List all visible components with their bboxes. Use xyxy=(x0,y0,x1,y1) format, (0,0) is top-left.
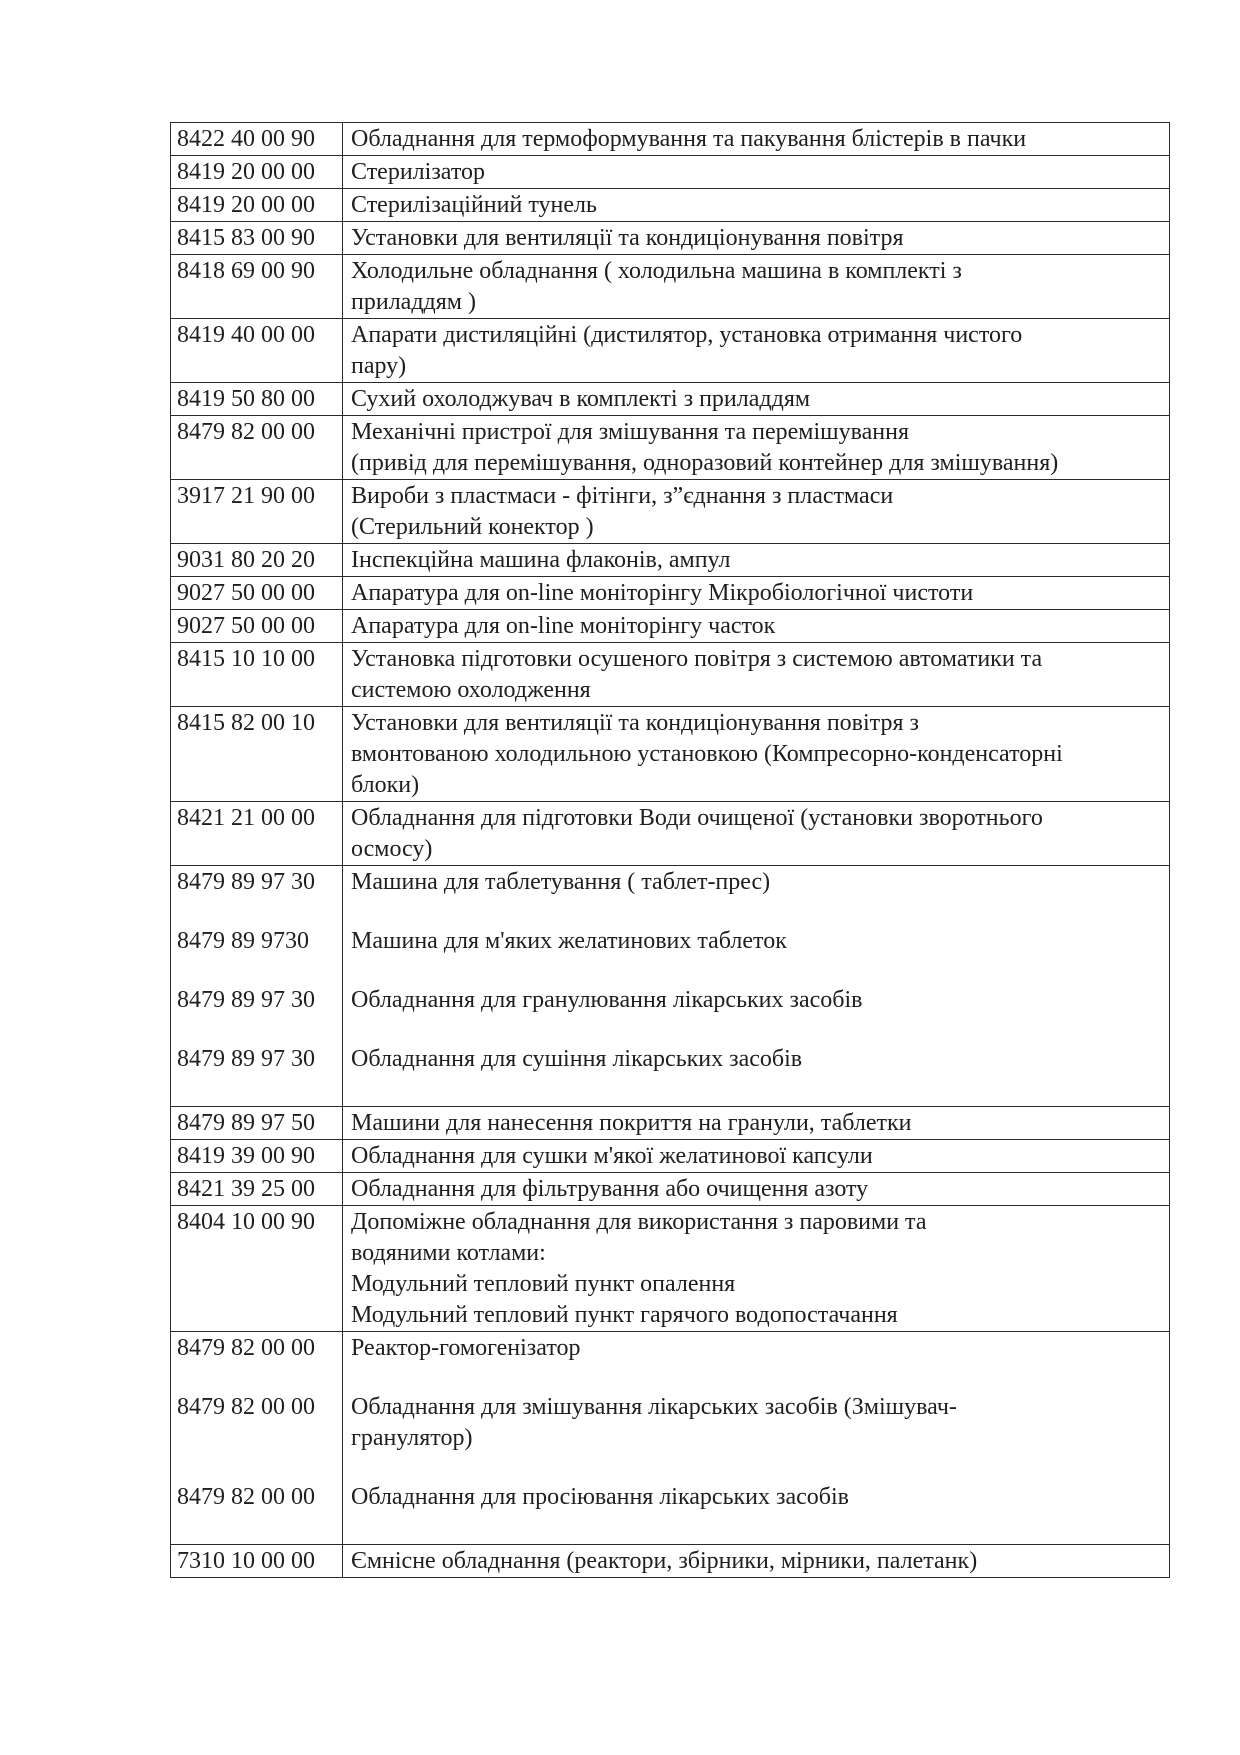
item-description: Обладнання для підготовки Води очищеної (установки зворотнього xyxy=(351,805,1043,831)
item-description: Допоміжне обладнання для використання з паровими та xyxy=(351,1209,927,1235)
description-cell xyxy=(343,1206,1170,1332)
code-cell xyxy=(171,255,343,319)
item-description: блоки) xyxy=(351,772,420,798)
hs-code: 8479 82 00 00 xyxy=(177,419,315,445)
hs-code: 8415 82 00 10 xyxy=(177,710,315,736)
item-description: (привід для перемішування, одноразовий контейнер для змішування) xyxy=(351,450,1059,476)
table-row xyxy=(171,319,1170,383)
code-cell xyxy=(171,1140,343,1173)
description-cell xyxy=(343,156,1170,189)
code-cell xyxy=(171,1173,343,1206)
hs-code: 8479 89 9730 xyxy=(177,928,309,954)
hs-code: 8479 82 00 00 xyxy=(177,1335,315,1361)
item-description: Обладнання для сушіння лікарських засобів xyxy=(351,1046,803,1072)
spacer xyxy=(177,1423,334,1454)
item-description: Інспекційна машина флаконів, ампул xyxy=(351,547,731,573)
table-row xyxy=(171,1206,1170,1332)
item-description: Обладнання для фільтрування або очищення азоту xyxy=(351,1176,869,1202)
table-row xyxy=(171,255,1170,319)
hs-code: 8404 10 00 90 xyxy=(177,1209,315,1235)
table-row xyxy=(171,1173,1170,1206)
item-description: Стерилізаційний тунель xyxy=(351,192,597,218)
code-cell xyxy=(171,416,343,480)
description-cell xyxy=(343,319,1170,383)
description-cell xyxy=(343,1332,1170,1545)
item-description: гранулятор) xyxy=(351,1425,473,1451)
table-body xyxy=(171,123,1170,1578)
code-cell xyxy=(171,707,343,802)
table-row xyxy=(171,189,1170,222)
hs-code: 8479 82 00 00 xyxy=(177,1484,315,1510)
item-description: Стерилізатор xyxy=(351,159,486,185)
table-row xyxy=(171,480,1170,544)
hs-code: 9027 50 00 00 xyxy=(177,580,315,606)
item-description: системою охолодження xyxy=(351,677,591,703)
item-description: водяними котлами: xyxy=(351,1240,546,1266)
hs-code: 8421 39 25 00 xyxy=(177,1176,315,1202)
description-cell xyxy=(343,189,1170,222)
description-cell xyxy=(343,123,1170,156)
code-cell xyxy=(171,643,343,707)
hs-code: 7310 10 00 00 xyxy=(177,1548,315,1574)
item-description: осмосу) xyxy=(351,836,433,862)
description-cell xyxy=(343,255,1170,319)
description-cell xyxy=(343,866,1170,1107)
item-description: Обладнання для термоформування та пакування блістерів в пачки xyxy=(351,126,1027,152)
table-row xyxy=(171,577,1170,610)
table-row xyxy=(171,1107,1170,1140)
hs-code: 9027 50 00 00 xyxy=(177,613,315,639)
spacer xyxy=(351,1075,1161,1106)
code-cell xyxy=(171,610,343,643)
table-row xyxy=(171,802,1170,866)
code-cell xyxy=(171,577,343,610)
hs-code: 8419 39 00 90 xyxy=(177,1143,315,1169)
hs-code: 8479 89 97 50 xyxy=(177,1110,315,1136)
table-row xyxy=(171,123,1170,156)
hs-code: 9031 80 20 20 xyxy=(177,547,315,573)
table-row xyxy=(171,1140,1170,1173)
item-description: Установка підготовки осушеного повітря з системою автоматики та xyxy=(351,646,1043,672)
item-description: Установки для вентиляції та кондиціонування повітря з xyxy=(351,710,919,736)
hs-code: 8479 89 97 30 xyxy=(177,1046,315,1072)
item-description: Сухий охолоджувач в комплекті з приладдям xyxy=(351,386,811,412)
description-cell xyxy=(343,610,1170,643)
description-cell xyxy=(343,577,1170,610)
item-description: (Стерильний конектор ) xyxy=(351,514,594,540)
item-description: Холодильне обладнання ( холодильна машина в комплекті з xyxy=(351,258,962,284)
description-cell xyxy=(343,1140,1170,1173)
code-cell xyxy=(171,480,343,544)
description-cell xyxy=(343,802,1170,866)
table-row xyxy=(171,156,1170,189)
item-description: Апаратура для on-line моніторінгу Мікробіологічної чистоти xyxy=(351,580,974,606)
description-cell xyxy=(343,480,1170,544)
table-row xyxy=(171,610,1170,643)
item-description: Модульний тепловий пункт опалення xyxy=(351,1271,736,1297)
item-description: Обладнання для сушки м'якої желатинової капсули xyxy=(351,1143,873,1169)
code-cell xyxy=(171,866,343,1107)
table-row xyxy=(171,222,1170,255)
description-cell xyxy=(343,1545,1170,1578)
item-description: Установки для вентиляції та кондиціонування повітря xyxy=(351,225,904,251)
item-description: Модульний тепловий пункт гарячого водопостачання xyxy=(351,1302,898,1328)
hs-code: 8479 89 97 30 xyxy=(177,987,315,1013)
item-description: Обладнання для гранулювання лікарських засобів xyxy=(351,987,863,1013)
table-row xyxy=(171,643,1170,707)
customs-codes-table xyxy=(170,122,1170,1578)
code-cell xyxy=(171,802,343,866)
hs-code: 8415 10 10 00 xyxy=(177,646,315,672)
code-cell xyxy=(171,383,343,416)
hs-code: 8479 82 00 00 xyxy=(177,1394,315,1420)
table-row xyxy=(171,383,1170,416)
item-description: Обладнання для змішування лікарських засобів (Змішувач- xyxy=(351,1394,957,1420)
code-cell xyxy=(171,1107,343,1140)
spacer xyxy=(351,1513,1161,1544)
item-description: Обладнання для просіювання лікарських засобів xyxy=(351,1484,850,1510)
hs-code: 8419 20 00 00 xyxy=(177,192,315,218)
hs-code: 3917 21 90 00 xyxy=(177,483,315,509)
table-row xyxy=(171,416,1170,480)
table-row xyxy=(171,1545,1170,1578)
code-cell xyxy=(171,544,343,577)
hs-code: 8418 69 00 90 xyxy=(177,258,315,284)
code-cell xyxy=(171,156,343,189)
code-cell xyxy=(171,189,343,222)
hs-code: 8479 89 97 30 xyxy=(177,869,315,895)
hs-code: 8419 20 00 00 xyxy=(177,159,315,185)
table-row xyxy=(171,707,1170,802)
hs-code: 8419 50 80 00 xyxy=(177,386,315,412)
item-description: пару) xyxy=(351,353,407,379)
description-cell xyxy=(343,416,1170,480)
description-cell xyxy=(343,544,1170,577)
description-cell xyxy=(343,643,1170,707)
item-description: приладдям ) xyxy=(351,289,476,315)
description-cell xyxy=(343,1107,1170,1140)
item-description: Машина для таблетування ( таблет-прес) xyxy=(351,869,771,895)
code-cell xyxy=(171,1332,343,1545)
item-description: Апарати дистиляційні (дистилятор, установка отримання чистого xyxy=(351,322,1023,348)
description-cell xyxy=(343,1173,1170,1206)
item-description: Апаратура для on-line моніторінгу часток xyxy=(351,613,776,639)
hs-code: 8422 40 00 90 xyxy=(177,126,315,152)
description-cell xyxy=(343,707,1170,802)
code-cell xyxy=(171,222,343,255)
code-cell xyxy=(171,1545,343,1578)
item-description: Реактор-гомогенізатор xyxy=(351,1335,581,1361)
hs-code: 8415 83 00 90 xyxy=(177,225,315,251)
item-description: Вироби з пластмаси - фітінги, з”єднання з пластмаси xyxy=(351,483,894,509)
item-description: Механічні пристрої для змішування та перемішування xyxy=(351,419,909,445)
hs-code: 8421 21 00 00 xyxy=(177,805,315,831)
table-row xyxy=(171,1332,1170,1545)
table-row xyxy=(171,866,1170,1107)
item-description: Машина для м'яких желатинових таблеток xyxy=(351,928,787,954)
item-description: вмонтованою холодильною установкою (Компресорно-конденсаторні xyxy=(351,741,1063,767)
item-description: Машини для нанесення покриття на гранули, таблетки xyxy=(351,1110,912,1136)
description-cell xyxy=(343,222,1170,255)
table-row xyxy=(171,544,1170,577)
code-cell xyxy=(171,319,343,383)
code-cell xyxy=(171,1206,343,1332)
hs-code: 8419 40 00 00 xyxy=(177,322,315,348)
description-cell xyxy=(343,383,1170,416)
code-cell xyxy=(171,123,343,156)
item-description: Ємнісне обладнання (реактори, збірники, мірники, палетанк) xyxy=(351,1548,978,1574)
